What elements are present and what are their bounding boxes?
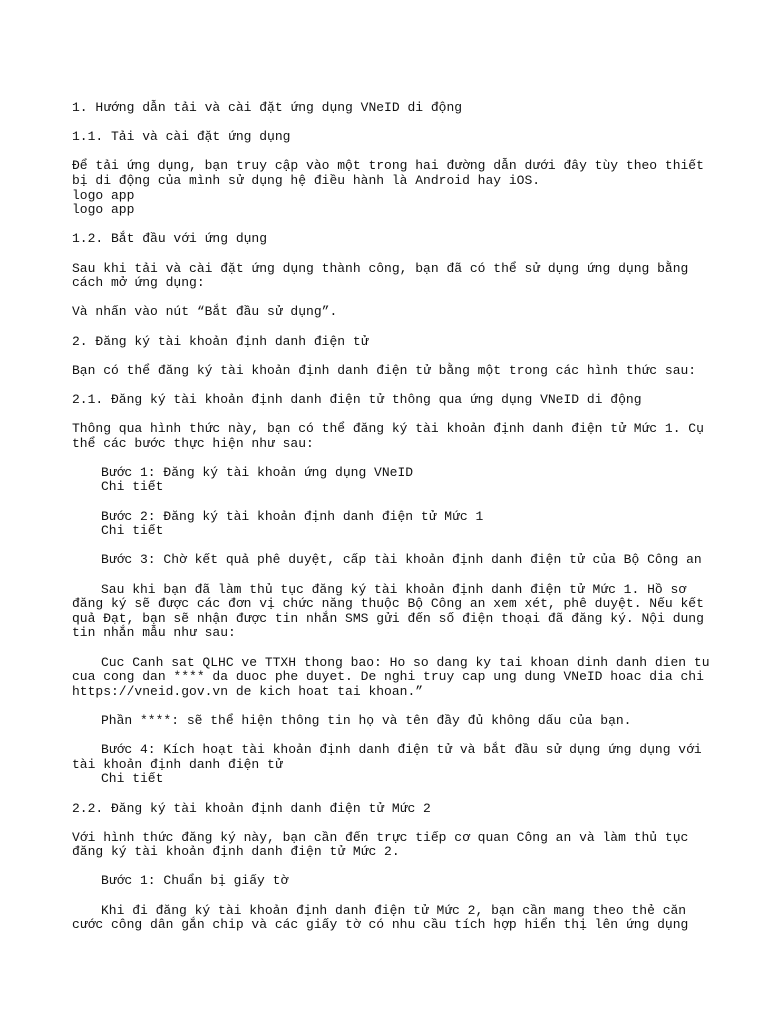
paragraph-start-line-2: cách mở ứng dụng: [72,275,205,291]
sms-sample-line-2: cua cong dan **** da duoc phe duyet. De nghi truy cap ung dung VNeID hoac dia chi [72,669,704,685]
step-4-line-2: tài khoản định danh điện tử [72,756,283,772]
step-2-detail-link[interactable]: Chi tiết [101,523,164,539]
heading-2: 2. Đăng ký tài khoản định danh điện tử [72,333,369,349]
paragraph-after-line-3: quả Đạt, bạn sẽ nhận được tin nhắn SMS gửi đến số điện thoại đã đăng ký. Nội dung [72,610,704,626]
paragraph-docs-line-1: Khi đi đăng ký tài khoản định danh điện tử Mức 2, bạn cần mang theo thẻ căn [101,902,687,918]
paragraph-after-line-2: đăng ký sẽ được các đơn vị chức năng thuộc Bộ Công an xem xét, phê duyệt. Nếu kết [72,596,704,612]
paragraph-download-line-2: bị di động của mình sử dụng hệ điều hành là Android hay iOS. [72,172,541,188]
paragraph-after-line-1: Sau khi bạn đã làm thủ tục đăng ký tài khoản định danh điện tử Mức 1. Hồ sơ [101,581,687,597]
paragraph-level2-line-2: đăng ký tài khoản định danh điện tử Mức 2. [72,844,400,860]
step-1: Bước 1: Đăng ký tài khoản ứng dụng VNeID [101,464,414,480]
paragraph-level2-line-1: Với hình thức đăng ký này, bạn cần đến trực tiếp cơ quan Công an và làm thủ tục [72,829,689,845]
step-3: Bước 3: Chờ kết quả phê duyệt, cấp tài khoản định danh điện tử của Bộ Công an [101,552,702,568]
sms-sample-line-1: Cuc Canh sat QLHC ve TTXH thong bao: Ho so dang ky tai khoan dinh danh dien tu [101,654,710,670]
paragraph-start-line-1: Sau khi tải và cài đặt ứng dụng thành công, bạn đã có thể sử dụng ứng dụng bằng [72,260,689,276]
logo-app-link-android[interactable]: logo app [72,187,135,203]
paragraph-after-line-4: tin nhắn mẫu như sau: [72,625,236,641]
heading-2-1: 2.1. Đăng ký tài khoản định danh điện tử thông qua ứng dụng VNeID di động [72,391,642,407]
step-2: Bước 2: Đăng ký tài khoản định danh điện tử Mức 1 [101,508,484,524]
sms-sample-line-3: https://vneid.gov.vn de kich hoat tai khoan.” [72,683,424,699]
document-body [72,101,712,933]
heading-2-2: 2.2. Đăng ký tài khoản định danh điện tử Mức 2 [72,800,431,816]
paragraph-press-start: Và nhấn vào nút “Bắt đầu sử dụng”. [72,304,338,320]
step-4-line-1: Bước 4: Kích hoạt tài khoản định danh điện tử và bắt đầu sử dụng ứng dụng với [101,742,702,758]
paragraph-via-app-line-1: Thông qua hình thức này, bạn có thể đăng ký tài khoản định danh điện tử Mức 1. Cụ [72,421,704,437]
paragraph-forms: Bạn có thể đăng ký tài khoản định danh điện tử bằng một trong các hình thức sau: [72,362,697,378]
logo-app-link-ios[interactable]: logo app [72,202,135,218]
paragraph-docs-line-2: cước công dân gắn chip và các giấy tờ có nhu cầu tích hợp hiển thị lên ứng dụng [72,917,689,933]
paragraph-mask-note: Phần ****: sẽ thể hiện thông tin họ và tên đầy đủ không dấu của bạn. [101,712,632,728]
heading-1-1: 1.1. Tải và cài đặt ứng dụng [72,129,291,145]
heading-1-2: 1.2. Bắt đầu với ứng dụng [72,231,268,247]
step-4-detail-link[interactable]: Chi tiết [101,771,164,787]
step-1-detail-link[interactable]: Chi tiết [101,479,164,495]
level2-step-1: Bước 1: Chuẩn bị giấy tờ [101,873,289,889]
heading-1: 1. Hướng dẫn tải và cài đặt ứng dụng VNeID di động [72,100,463,115]
paragraph-download-line-1: Để tải ứng dụng, bạn truy cập vào một trong hai đường dẫn dưới đây tùy theo thiết [72,158,704,174]
paragraph-via-app-line-2: thể các bước thực hiện như sau: [72,435,314,451]
